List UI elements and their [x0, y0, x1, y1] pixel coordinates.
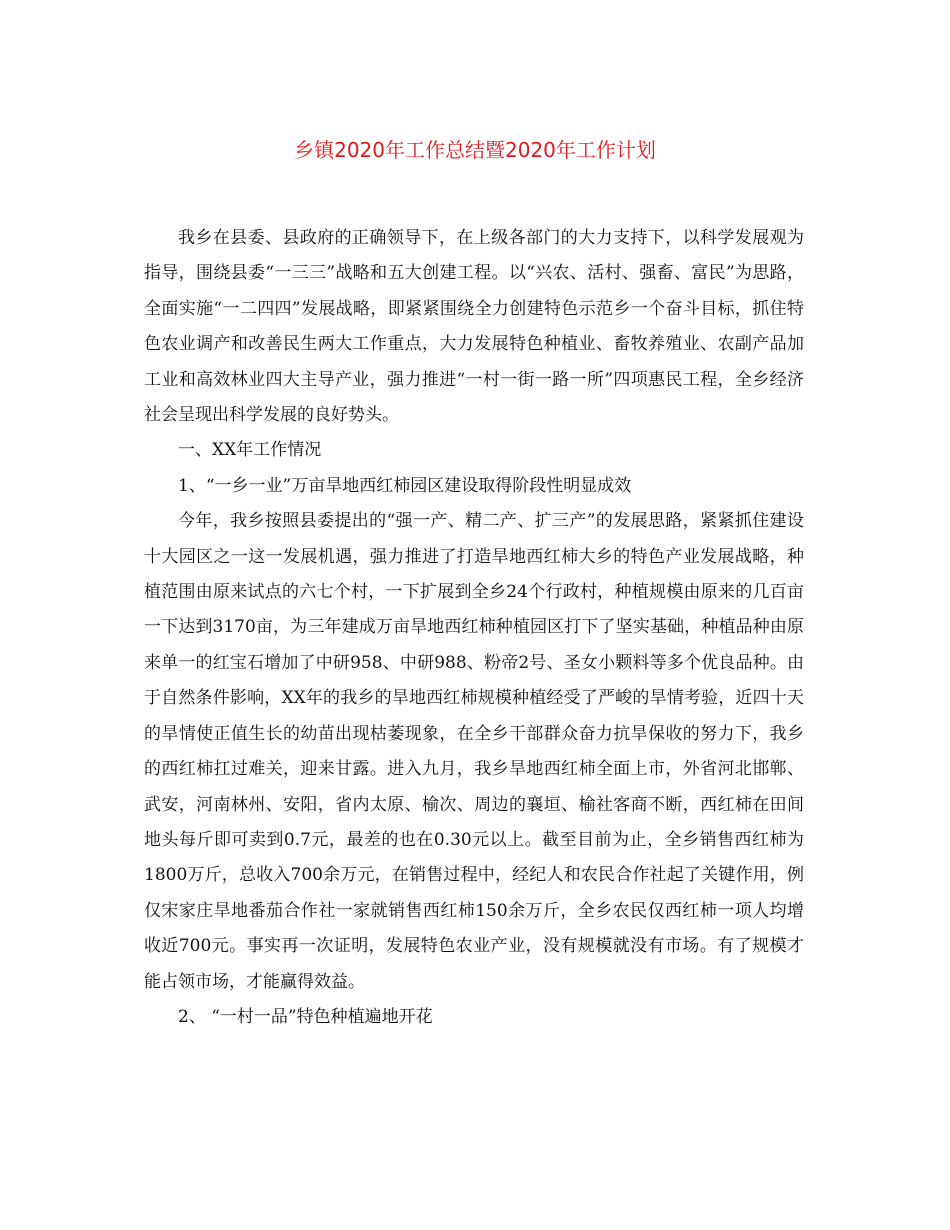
- section-heading-1: 一、XX年工作情况: [178, 440, 322, 461]
- paragraph-tomato: 今年，我乡按照县委提出的“强一产、精二产、扩三产”的发展思路，紧紧抓住建设十大园区之一这一发展机遇，强力推进了打造旱地西红柿大乡的特色产业发展战略，种植范围由原来试点的六七个村，一下扩展到全乡24个行政村，种植规模由原来的几百亩一下达到3170亩，为三年建成万亩旱地西红柿种植园区打下了坚实基础，种植品种由原来单一的红宝石增加了中研958、中研988、粉帝2号、圣女小颗料等多个优良品种。由于自然条件影响，XX年的我乡的旱地西红柿规模种植经受了严峻的旱情考验，近四十天的旱情使正值生长的幼苗出现枯萎现象，在全乡干部群众奋力抗旱保收的努力下，我乡的西红柿扛过难关，迎来甘露。进入九月，我乡旱地西红柿全面上市，外省河北邯郸、武安，河南林州、安阳，省内太原、榆次、周边的襄垣、榆社客商不断，西红柿在田间地头每斤即可卖到0.7元，最差的也在0.30元以上。截至目前为止，全乡销售西红柿为1800万斤，总收入700余万元，在销售过程中，经纪人和农民合作社起了关键作用，例仅宋家庄旱地番茄合作社一家就销售西红柿150余万斤，全乡农民仅西红柿一项人均增收近700元。事实再一次证明，发展特色农业产业，没有规模就没有市场。有了规模才能占领市场，才能赢得效益。: [144, 511, 804, 992]
- paragraph-intro: 我乡在县委、县政府的正确领导下，在上级各部门的大力支持下，以科学发展观为指导，围绕县委“一三三”战略和五大创建工程。以“兴农、活村、强畜、富民”为思路，全面实施“一二四四”发展战略，即紧紧围绕全力创建特色示范乡一个奋斗目标，抓住特色农业调产和改善民生两大工作重点，大力发展特色种植业、畜牧养殖业、农副产品加工业和高效林业四大主导产业，强力推进“一村一街一路一所”四项惠民工程，全乡经济社会呈现出科学发展的良好势头。: [144, 228, 804, 426]
- subsection-heading-1: 1、“一乡一业”万亩旱地西红柿园区建设取得阶段性明显成效: [178, 475, 632, 496]
- subsection-heading-2: 2、 “一村一品”特色种植遍地开花: [178, 1006, 433, 1027]
- page-title: 乡镇2020年工作总结暨2020年工作计划: [294, 138, 656, 162]
- document-body: [144, 221, 804, 1035]
